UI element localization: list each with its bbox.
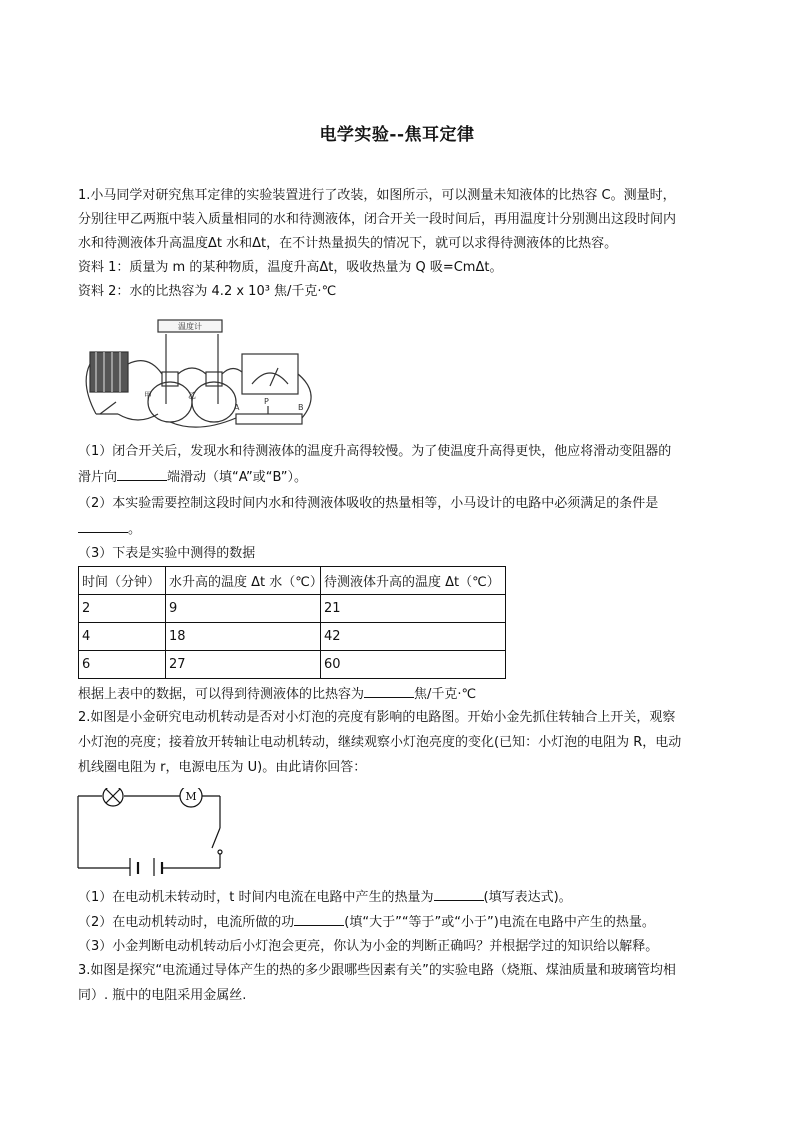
answer-blank[interactable] [78,519,128,533]
table-row [79,623,506,651]
q2-line-3: 机线圈电阻为 r，电源电压为 U)。由此请你回答： [78,760,367,775]
q1-sub1-line-2 [78,467,728,488]
rheostat-a-label: A [234,403,240,412]
table-header-cell: 时间（分钟） [79,567,166,595]
calorimeter-apparatus-figure [78,314,328,438]
q2-line-1: 2.如图是小金研究电动机转动是否对小灯泡的亮度有影响的电路图。开始小金先抓住转轴合上开关，观察 [78,710,676,725]
q1-sub1-suffix: 端滑动（填“A”或“B”）。 [167,470,307,485]
table-cell: 60 [321,651,506,679]
q1-sub1-prefix: 滑片向 [78,470,118,485]
table-cell: 18 [166,623,321,651]
answer-blank[interactable] [117,467,167,481]
table-row [79,651,506,679]
q1-line-2: 分别往甲乙两瓶中装入质量相同的水和待测液体，闭合开关一段时间后，再用温度计分别测出这段时间内 [78,212,677,227]
q2-sub2-suffix: (填“大于”“等于”或“小于”)电流在电路中产生的热量。 [344,915,655,930]
q1-conclusion-line [78,684,728,705]
q1-conclusion-prefix: 根据上表中的数据，可以得到待测液体的比热容为 [78,687,365,702]
table-cell: 4 [79,623,166,651]
q1-sub3-line: （3）下表是实验中测得的数据 [78,546,256,561]
rheostat-p-label: P [264,397,269,406]
q2-sub1-suffix: (填写表达式)。 [483,890,572,905]
q3-line-1: 3.如图是探究“电流通过导体产生的热的多少跟哪些因素有关”的实验电路（烧瓶、煤油质量和玻璃管均相 [78,963,676,978]
page-title: 电学实验--焦耳定律 [319,125,475,145]
data-table [78,566,506,679]
table-header-row [79,567,506,595]
table-cell: 42 [321,623,506,651]
answer-blank[interactable] [364,684,414,698]
q2-sub1-prefix: （1）在电动机未转动时，t 时间内电流在电路中产生的热量为 [78,890,434,905]
thermometer-label: 温度计 [178,322,202,331]
table-cell: 2 [79,595,166,623]
answer-blank[interactable] [434,887,484,901]
table-cell: 6 [79,651,166,679]
q2-sub1-line [78,887,728,908]
motor-circuit-figure [74,788,230,876]
q1-sub1-line-1: （1）闭合开关后，发现水和待测液体的温度升高得较慢。为了使温度升高得更快，他应将滑动变阻器的 [78,444,672,459]
q1-sub2-suffix: 。 [128,522,142,537]
q1-line-3: 水和待测液体升高温度Δt 水和Δt，在不计热量损失的情况下，就可以求得待测液体的比热容。 [78,236,618,251]
table-header-cell: 待测液体升高的温度 Δt（℃） [321,567,506,595]
flask-yi-label: 乙 [188,391,196,400]
q1-sub2-line-2 [78,519,728,540]
table-cell: 21 [321,595,506,623]
table-row [79,595,506,623]
table-cell: 27 [166,651,321,679]
lamp-icon [103,788,123,806]
answer-blank[interactable] [294,912,344,926]
q3-line-2: 同）. 瓶中的电阻采用金属丝. [78,988,247,1003]
q2-line-2: 小灯泡的亮度；接着放开转轴让电动机转动，继续观察小灯泡亮度的变化(已知：小灯泡的电阻为 R，电动 [78,735,682,750]
rheostat-b-label: B [298,403,304,412]
q2-sub2-line [78,912,728,933]
flask-jia-label: 甲 [144,391,152,400]
q1-line-5: 资料 2：水的比热容为 4.2 x 10³ 焦/千克·℃ [78,284,337,299]
motor-label: M [185,790,197,803]
table-header-cell: 水升高的温度 Δt 水（℃） [166,567,321,595]
switch-icon [212,828,220,848]
q1-conclusion-suffix: 焦/千克·℃ [414,687,477,702]
q1-line-1: 1.小马同学对研究焦耳定律的实验装置进行了改装，如图所示，可以测量未知液体的比热容 C。测量时， [78,188,676,203]
q2-sub2-prefix: （2）在电动机转动时，电流所做的功 [78,915,295,930]
q2-sub3-line: （3）小金判断电动机转动后小灯泡会更亮，你认为小金的判断正确吗？并根据学过的知识给以解释。 [78,939,659,954]
q1-sub2-line-1: （2）本实验需要控制这段时间内水和待测液体吸收的热量相等，小马设计的电路中必须满足的条件是 [78,496,659,511]
q1-line-4: 资料 1：质量为 m 的某种物质，温度升高Δt，吸收热量为 Q 吸=CmΔt。 [78,260,503,275]
table-cell: 9 [166,595,321,623]
